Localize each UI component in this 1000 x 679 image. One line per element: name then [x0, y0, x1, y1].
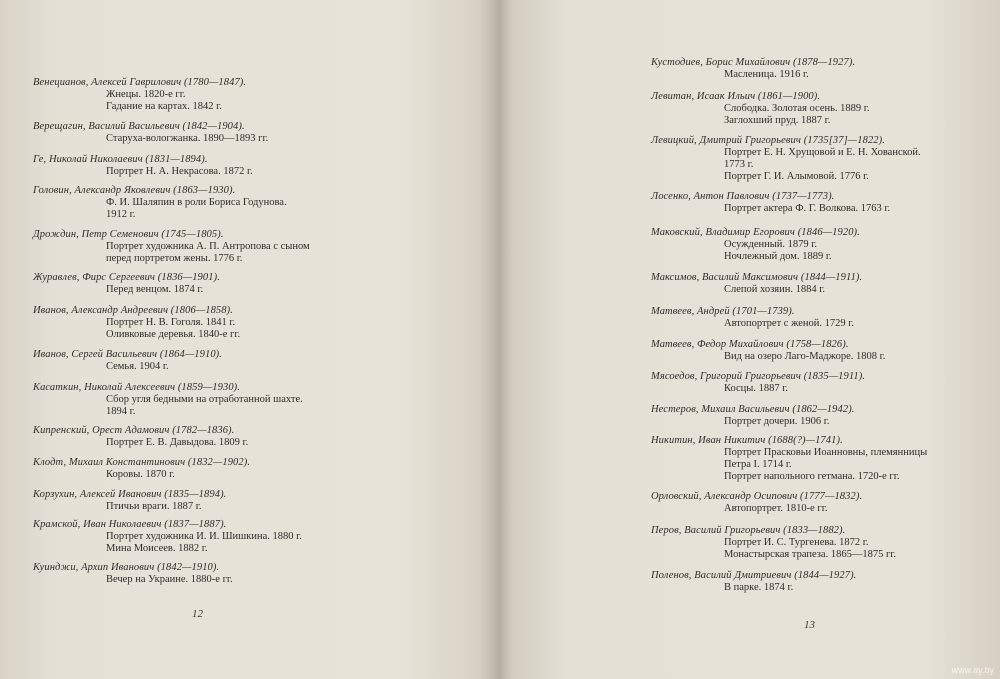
artist-name: Мясоедов, Григорий Григорьевич (1835—1911).: [651, 371, 866, 382]
index-entry: [33, 561, 233, 586]
artwork-line: Портрет Е. В. Давыдова. 1809 г.: [106, 437, 249, 448]
artist-name: Верещагин, Василий Васильевич (1842—1904).: [33, 121, 245, 132]
artwork-line: В парке. 1874 г.: [724, 582, 794, 593]
artist-name: Кустодиев, Борис Михайлович (1878—1927).: [651, 57, 856, 68]
artwork-line: Слободка. Золотая осень. 1889 г.: [724, 103, 870, 114]
index-entry: [33, 76, 246, 113]
artwork-line: Масленица. 1916 г.: [724, 69, 809, 80]
artist-name: Иванов, Сергей Васильевич (1864—1910).: [33, 349, 222, 360]
artwork-line: Автопортрет. 1810-е гг.: [724, 503, 828, 514]
artwork-line: Жнецы. 1820-е гг.: [106, 89, 186, 100]
artist-name: Нестеров, Михаил Васильевич (1862—1942).: [651, 404, 855, 415]
index-entry: [33, 120, 268, 145]
left-page: [0, 0, 498, 679]
artwork-line: Портрет художника А. П. Антропова с сыном: [106, 241, 310, 252]
artwork-line: Слепой хозяин. 1884 г.: [724, 284, 825, 295]
index-entry: [33, 153, 253, 178]
index-entry: [33, 488, 226, 513]
artwork-line: Мина Моисеев. 1882 г.: [106, 543, 208, 554]
artwork-line: Портрет Г. И. Алымовой. 1776 г.: [724, 171, 869, 182]
index-entry: [33, 348, 222, 373]
artist-name: Корзухин, Алексей Иванович (1835—1894).: [33, 489, 227, 500]
artwork-line: Перед венцом. 1874 г.: [106, 284, 204, 295]
index-entry: [33, 184, 287, 221]
page-number: 12: [192, 608, 203, 620]
watermark: www.ay.by: [951, 665, 994, 675]
artist-name: Матвеев, Федор Михайлович (1758—1826).: [651, 339, 849, 350]
index-entry: [651, 134, 921, 183]
artwork-line: Ночлежный дом. 1889 г.: [724, 251, 832, 262]
artwork-line: Сбор угля бедными на отработанной шахте.: [106, 394, 303, 405]
artist-name: Матвеев, Андрей (1701—1739).: [651, 306, 795, 317]
artwork-line: Автопортрет с женой. 1729 г.: [724, 318, 854, 329]
artwork-line: Вид на озеро Лаго-Маджоре. 1808 г.: [724, 351, 886, 362]
index-entry: [651, 56, 855, 81]
artist-name: Дрождин, Петр Семенович (1745—1805).: [33, 229, 224, 240]
artist-name: Максимов, Василий Максимович (1844—1911).: [651, 272, 863, 283]
index-entry: [651, 190, 890, 215]
artist-name: Головин, Александр Яковлевич (1863—1930).: [33, 185, 236, 196]
artist-name: Левицкий, Дмитрий Григорьевич (1735[37]—1822).: [651, 135, 885, 146]
artist-name: Маковский, Владимир Егорович (1846—1920).: [651, 227, 860, 238]
artist-name: Поленов, Василий Дмитриевич (1844—1927).: [651, 570, 857, 581]
artist-name: Лосенко, Антон Павлович (1737—1773).: [651, 191, 835, 202]
index-entry: [33, 424, 248, 449]
artwork-line: Портрет актера Ф. Г. Волкова. 1763 г.: [724, 203, 891, 214]
artwork-line: Вечер на Украине. 1880-е гг.: [106, 574, 233, 585]
index-entry: [33, 271, 220, 296]
artwork-line: 1912 г.: [106, 209, 136, 220]
artist-name: Клодт, Михаил Константинович (1832—1902).: [33, 457, 251, 468]
index-entry: [651, 569, 856, 594]
index-entry: [651, 90, 870, 127]
index-entry: [651, 524, 896, 561]
artist-name: Орловский, Александр Осипович (1777—1832).: [651, 491, 863, 502]
artwork-line: Портрет Прасковьи Иоанновны, племянницы: [724, 447, 928, 458]
artist-name: Венецианов, Алексей Гаврилович (1780—1847).: [33, 77, 247, 88]
index-entry: [651, 370, 865, 395]
artwork-line: Портрет Е. Н. Хрущовой и Е. Н. Хованской.: [724, 147, 921, 158]
artwork-line: Косцы. 1887 г.: [724, 383, 788, 394]
artwork-line: Портрет И. С. Тургенева. 1872 г.: [724, 537, 869, 548]
artwork-line: Портрет художника И. И. Шишкина. 1880 г.: [106, 531, 302, 542]
artwork-line: Ф. И. Шаляпин в роли Бориса Годунова.: [106, 197, 287, 208]
artist-name: Крамской, Иван Николаевич (1837—1887).: [33, 519, 227, 530]
artwork-line: Коровы. 1870 г.: [106, 469, 175, 480]
artwork-line: Гадание на картах. 1842 г.: [106, 101, 222, 112]
artwork-line: Оливковые деревья. 1840-е гг.: [106, 329, 241, 340]
artist-name: Никитин, Иван Никитич (1688(?)—1741).: [651, 435, 843, 446]
artist-name: Левитан, Исаак Ильич (1861—1900).: [651, 91, 821, 102]
index-entry: [651, 271, 862, 296]
artwork-line: Портрет дочери. 1906 г.: [724, 416, 830, 427]
index-entry: [651, 338, 885, 363]
index-entry: [651, 490, 862, 515]
artist-name: Кипренский, Орест Адамович (1782—1836).: [33, 425, 235, 436]
artist-name: Куинджи, Архип Иванович (1842—1910).: [33, 562, 220, 573]
right-page: [498, 0, 1000, 679]
artwork-line: Птичьи враги. 1887 г.: [106, 501, 202, 512]
artwork-line: Семья. 1904 г.: [106, 361, 169, 372]
index-entry: [33, 518, 302, 555]
artist-name: Касаткин, Николай Алексеевич (1859—1930).: [33, 382, 240, 393]
index-entry: [33, 456, 250, 481]
artwork-line: 1894 г.: [106, 406, 136, 417]
artwork-line: Портрет напольного гетмана. 1720-е гг.: [724, 471, 900, 482]
index-entry: [33, 381, 303, 418]
artwork-line: Портрет Н. А. Некрасова. 1872 г.: [106, 166, 253, 177]
artwork-line: Старуха-вологжанка. 1890—1893 гг.: [106, 133, 269, 144]
artwork-line: Петра I. 1714 г.: [724, 459, 792, 470]
artwork-line: Заглохший пруд. 1887 г.: [724, 115, 831, 126]
artwork-line: Монастырская трапеза. 1865—1875 гг.: [724, 549, 897, 560]
page-number: 13: [804, 619, 815, 631]
index-entry: [33, 304, 240, 341]
artist-name: Перов, Василий Григорьевич (1833—1882).: [651, 525, 846, 536]
artwork-line: перед портретом жены. 1776 г.: [106, 253, 243, 264]
index-entry: [651, 305, 854, 330]
artwork-line: Портрет Н. В. Гоголя. 1841 г.: [106, 317, 236, 328]
artist-name: Иванов, Александр Андреевич (1806—1858).: [33, 305, 233, 316]
index-entry: [651, 226, 860, 263]
artwork-line: Осужденный. 1879 г.: [724, 239, 818, 250]
index-entry: [33, 228, 310, 265]
artwork-line: 1773 г.: [724, 159, 754, 170]
index-entry: [651, 403, 855, 428]
artist-name: Ге, Николай Николаевич (1831—1894).: [33, 154, 208, 165]
index-entry: [651, 434, 927, 483]
artist-name: Журавлев, Фирс Сергеевич (1836—1901).: [33, 272, 220, 283]
